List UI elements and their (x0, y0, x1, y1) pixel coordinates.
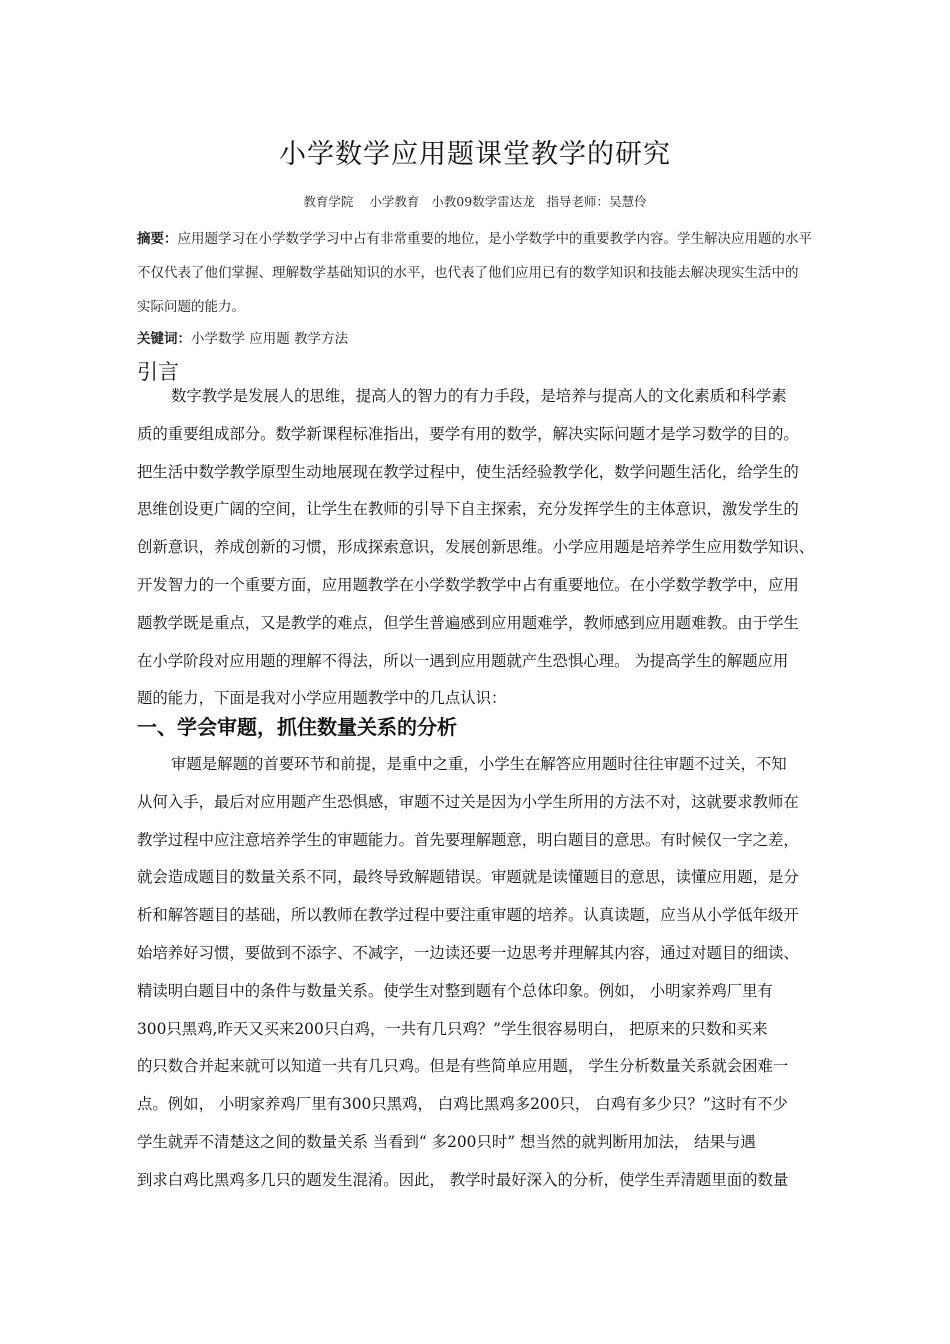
text-line: 的只数合并起来就可以知道一共有几只鸡。但是有些简单应用题， 学生分析数量关系就会困难一 (137, 1057, 789, 1076)
text-line: 质的重要组成部分。数学新课程标准指出，要学有用的数学，解决实际问题才是学习数学的目的。 (137, 424, 799, 443)
text-line: 数字教学是发展人的思维，提高人的智力的有力手段，是培养与提高人的文化素质和科学素 (171, 387, 787, 405)
abstract-label: 摘要： (137, 231, 178, 247)
text-line: 题的能力，下面是我对小学应用题教学中的几点认识： (137, 689, 507, 708)
keywords-line (137, 328, 847, 350)
text-line: 从何入手，最后对应用题产生恐惧感，审题不过关是因为小学生所用的方法不对，这就要求教师在 (137, 792, 799, 811)
text-line: 析和解答题目的基础，所以教师在教学过程中要注重审题的培养。认真读题，应当从小学低年级开 (137, 906, 799, 925)
keywords-text: 小学数学 应用题 教学方法 (191, 331, 349, 347)
intro-paragraph (137, 378, 849, 718)
text-line: 思维创设更广阔的空间，让学生在教师的引导下自主探索，充分发挥学生的主体意识，激发学生的 (137, 500, 799, 519)
abstract-line: 实际问题的能力。 (137, 299, 245, 315)
text-line: 就会造成题目的数量关系不同，最终导致解题错误。审题就是读懂题目的意思，读懂应用题，是分 (137, 868, 799, 887)
text-line: 学生就弄不清楚这之间的数量关系 当看到“ 多200只时” 想当然的就判断用加法， 结果与遇 (137, 1132, 756, 1151)
section-1-paragraph (137, 746, 849, 1200)
keywords-label: 关键词： (137, 331, 191, 347)
text-line: 创新意识，养成创新的习惯，形成探索意识，发展创新思维。小学应用题是培养学生应用数学知识、 (137, 538, 815, 557)
text-line: 题教学既是重点，又是教学的难点，但学生普遍感到应用题难学，教师感到应用题难教。由于学生 (137, 613, 799, 632)
intro-heading: 引言 (137, 360, 179, 384)
text-line: 把生活中数学教学原型生动地展现在教学过程中，使生活经验教学化，数学问题生活化，给学生的 (137, 462, 799, 481)
text-line: 点。例如， 小明家养鸡厂里有300只黑鸡， 白鸡比黑鸡多200只， 白鸡有多少只？”这时有不少 (137, 1095, 788, 1114)
abstract-line: 摘要：应用题学习在小学数学学习中占有非常重要的地位，是小学数学中的重要教学内容。学生解决应用题的水平 (137, 231, 812, 247)
section-1-heading: 一、学会审题，抓住数量关系的分析 (137, 715, 457, 739)
text-line: 教学过程中应注意培养学生的审题能力。首先要理解题意，明白题目的意思。有时候仅一字之差， (137, 830, 799, 849)
text-line: 300只黑鸡,昨天又买来200只白鸡，一共有几只鸡？”学生很容易明白， 把原来的只数和买来 (137, 1019, 768, 1038)
text-line: 始培养好习惯，要做到不添字、不减字，一边读还要一边思考并理解其内容，通过对题目的细读、 (137, 943, 799, 962)
text-line: 开发智力的一个重要方面，应用题教学在小学数学教学中占有重要地位。在小学数学教学中，应用 (137, 575, 799, 594)
abstract-line: 不仅代表了他们掌握、理解数学基础知识的水平，也代表了他们应用已有的数学知识和技能去解决现实生活中的 (137, 265, 799, 281)
text-line: 精读明白题目中的条件与数量关系。使学生对整到题有个总体印象。例如， 小明家养鸡厂里有 (137, 981, 773, 1000)
text-line: 在小学阶段对应用题的理解不得法，所以一遇到应用题就产生恐惧心理。 为提高学生的解题应用 (137, 651, 789, 670)
abstract-block (137, 222, 847, 324)
paper-title: 小学数学应用题课堂教学的研究 (279, 139, 671, 170)
text-line: 到求白鸡比黑鸡多几只的题发生混淆。因此， 教学时最好深入的分析，使学生弄清题里面的数量 (137, 1170, 789, 1189)
text-line: 审题是解题的首要环节和前提，是重中之重，小学生在解答应用题时往往审题不过关，不知 (171, 755, 787, 773)
author-byline: 教育学院 小学教育 小教09数学雷达龙 指导老师：吴慧伶 (303, 194, 647, 209)
